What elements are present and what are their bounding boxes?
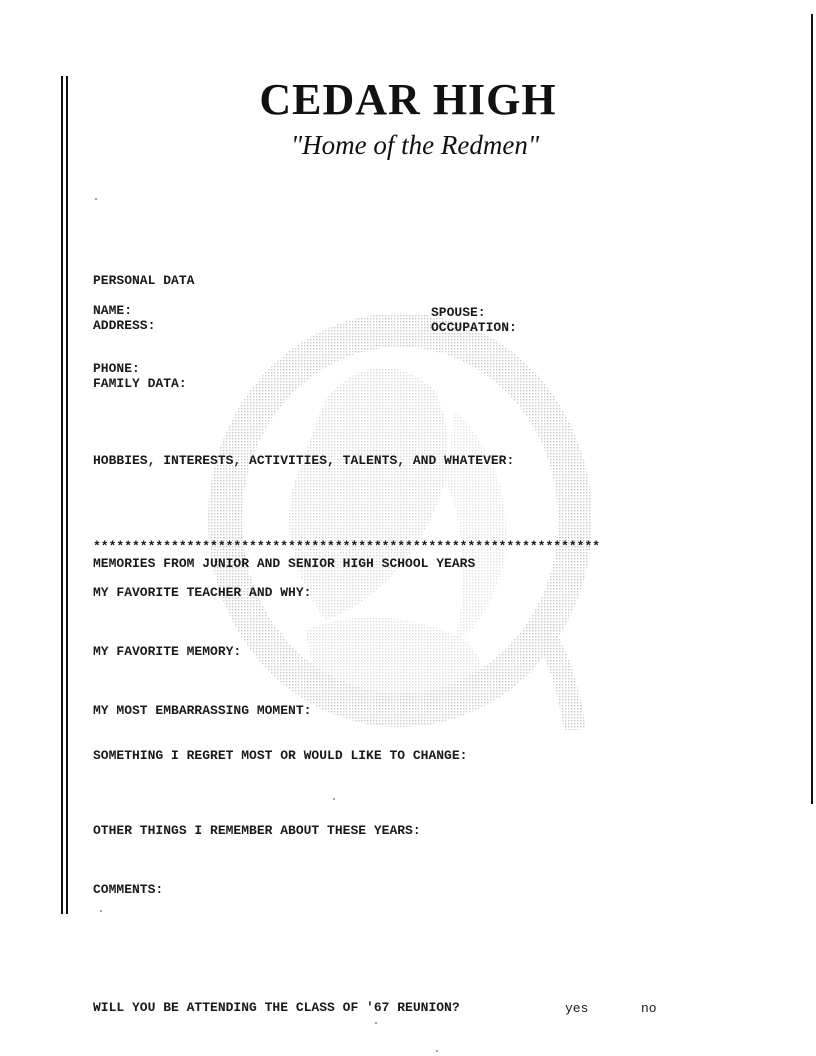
personal-data-heading: PERSONAL DATA: [93, 273, 195, 288]
hobbies-label: HOBBIES, INTERESTS, ACTIVITIES, TALENTS, AND WHATEVER:: [93, 453, 515, 468]
phone-label: PHONE:: [93, 361, 140, 376]
embarrassing-moment-label: MY MOST EMBARRASSING MOMENT:: [93, 703, 312, 718]
scan-speck: [95, 198, 97, 200]
address-label: ADDRESS:: [93, 318, 156, 333]
occupation-label: OCCUPATION:: [431, 320, 517, 335]
left-border-rule: [61, 76, 63, 914]
school-motto: "Home of the Redmen": [290, 130, 540, 160]
spouse-label: SPOUSE:: [431, 305, 486, 320]
favorite-teacher-label: MY FAVORITE TEACHER AND WHY:: [93, 585, 312, 600]
left-border-rule-inner: [66, 76, 68, 914]
scan-speck: [100, 910, 102, 912]
other-memories-label: OTHER THINGS I REMEMBER ABOUT THESE YEARS:: [93, 823, 421, 838]
scan-speck: [375, 1022, 377, 1024]
scan-speck: [333, 798, 335, 800]
school-title: CEDAR HIGH: [259, 75, 557, 124]
family-data-label: FAMILY DATA:: [93, 376, 187, 391]
favorite-memory-label: MY FAVORITE MEMORY:: [93, 644, 242, 659]
memories-heading: MEMORIES FROM JUNIOR AND SENIOR HIGH SCHOOL YEARS: [93, 556, 476, 571]
comments-label: COMMENTS:: [93, 882, 164, 897]
reunion-no-option[interactable]: no: [641, 1001, 657, 1016]
scan-speck: [436, 1050, 438, 1052]
star-divider: *****************************************************************: [93, 539, 601, 554]
reunion-yes-option[interactable]: yes: [565, 1001, 589, 1016]
reunion-question: WILL YOU BE ATTENDING THE CLASS OF '67 REUNION?: [93, 1000, 460, 1015]
name-label: NAME:: [93, 303, 133, 318]
regret-label: SOMETHING I REGRET MOST OR WOULD LIKE TO CHANGE:: [93, 748, 468, 763]
school-seal-watermark: [205, 300, 605, 730]
